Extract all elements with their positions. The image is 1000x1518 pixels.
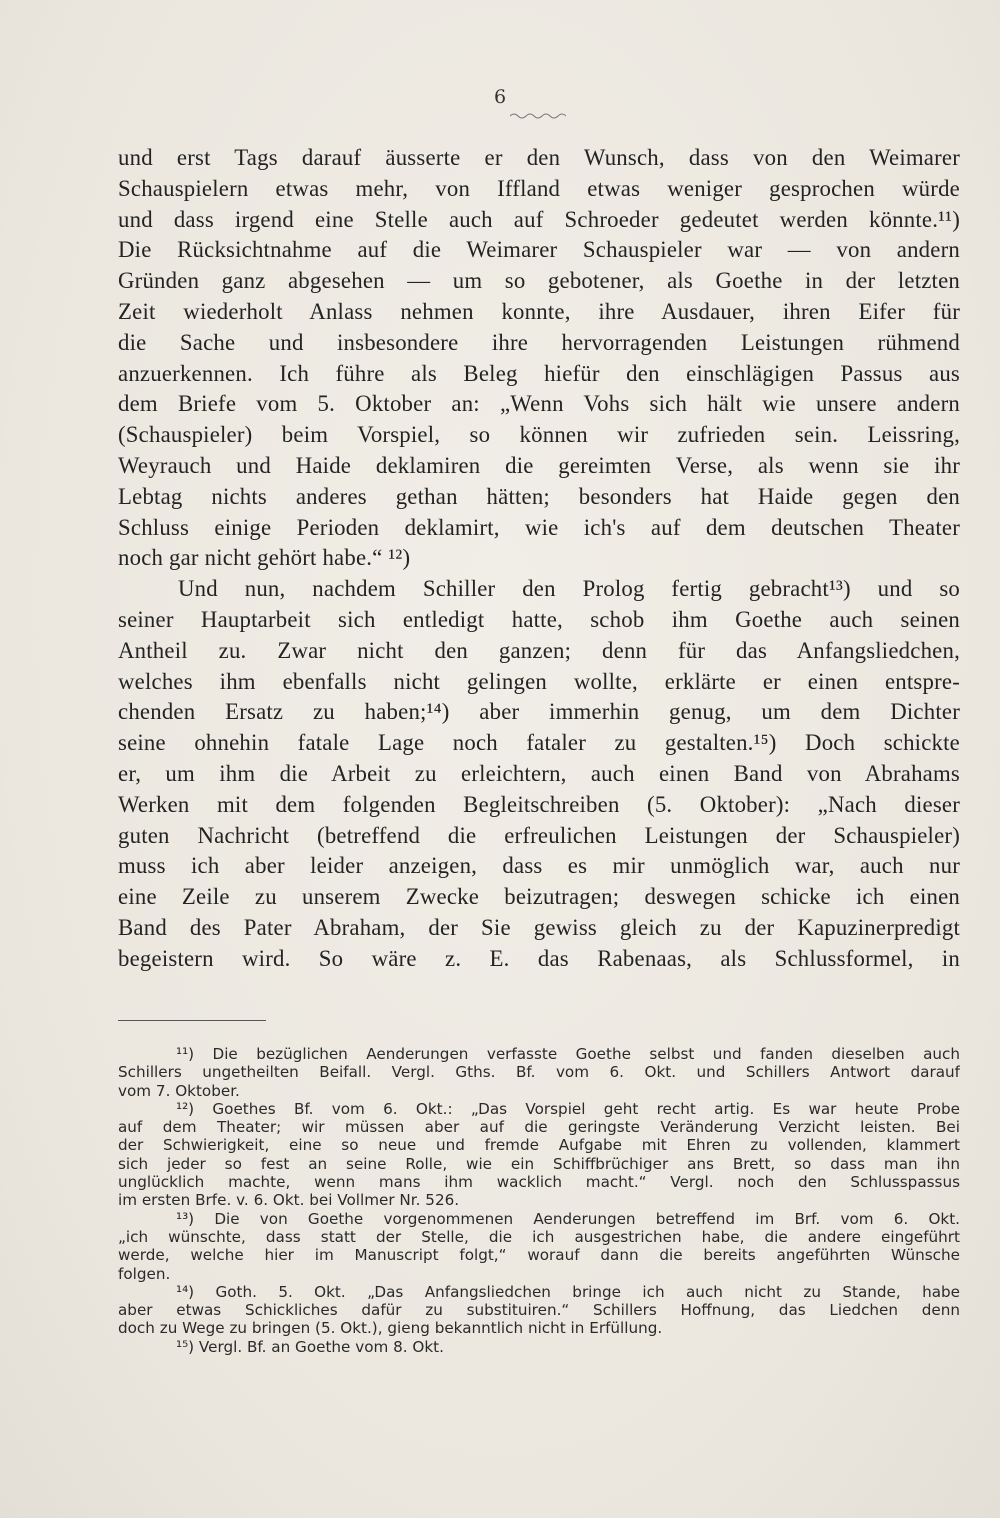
footnote-line: ¹¹) Die bezüglichen Aenderungen verfasste Goethe selbst und fanden dieselben auch [176,1045,960,1063]
text-line: und dass irgend eine Stelle auch auf Schroeder gedeutet werden könnte.¹¹) [118,206,960,232]
text-line: Band des Pater Abraham, der Sie gewiss gleich zu der Kapuzinerpredigt [118,914,960,940]
footnote-line: unglücklich machte, wenn mans ihm wacklich macht.“ Vergl. noch den Schlusspassus [118,1173,960,1192]
footnotes [118,1045,960,1356]
ornament-rule [510,110,566,120]
text-line: Lebtag nichts anderes gethan hätten; besonders hat Haide gegen den [118,483,960,509]
footnote-line: vom 7. Oktober. [118,1081,240,1100]
text-line: Antheil zu. Zwar nicht den ganzen; denn für das Anfangsliedchen, [118,637,960,663]
footnote-line: ¹³) Die von Goethe vorgenommenen Aenderungen betreffend im Brf. vom 6. Okt. [176,1209,960,1228]
text-line: anzuerkennen. Ich führe als Beleg hiefür den einschlägigen Passus aus [118,360,960,386]
footnote-line: ¹⁵) Vergl. Bf. an Goethe vom 8. Okt. [176,1337,444,1356]
main-text [118,143,960,975]
footnote-line: Schillers ungetheilten Beifall. Vergl. Gths. Bf. vom 6. Okt. und Schillers Antwort darauf [118,1063,960,1082]
footnote-line: sich jeder so fest an seine Rolle, wie ein Schiffbrüchiger ans Brett, so dass man ihn [118,1154,960,1173]
text-line: seiner Hauptarbeit sich entledigt hatte, schob ihm Goethe auch seinen [118,606,960,632]
text-line: Werken mit dem folgenden Begleitschreiben (5. Oktober): „Nach dieser [118,791,960,817]
text-line: die Sache und insbesondere ihre hervorragenden Leistungen rühmend [118,329,960,355]
text-line: Schluss einige Perioden deklamirt, wie ich's auf dem deutschen Theater [118,514,960,540]
footnote-line: im ersten Brfe. v. 6. Okt. bei Vollmer Nr. 526. [118,1191,460,1210]
footnote-line: aber etwas Schickliches dafür zu substituiren.“ Schillers Hoffnung, das Liedchen denn [118,1301,960,1320]
footnote-line: ¹⁴) Goth. 5. Okt. „Das Anfangsliedchen bringe ich auch nicht zu Stande, habe [176,1282,960,1301]
page-number: 6 [493,86,507,108]
text-line: Zeit wiederholt Anlass nehmen konnte, ihre Ausdauer, ihren Eifer für [118,298,960,324]
text-line: eine Zeile zu unserem Zwecke beizutragen; deswegen schicke ich einen [118,884,960,910]
text-line: Die Rücksichtnahme auf die Weimarer Schauspieler war — von andern [118,237,960,263]
footnote-line: der Schwierigkeit, eine so neue und fremde Aufgabe mit Ehren zu vollenden, klammert [118,1136,960,1155]
text-line: Gründen ganz abgesehen — um so gebotener, als Goethe in der letzten [118,268,960,294]
footnote-line: folgen. [118,1264,171,1283]
text-line: chenden Ersatz zu haben;¹⁴) aber immerhin genug, um dem Dichter [118,699,960,725]
footnote-line: auf dem Theater; wir müssen aber auf die geringste Veränderung Verzicht leisten. Bei [118,1118,960,1137]
footnote-line: werde, welche hier im Manuscript folgt,“ worauf dann die bereits angeführten Wünsche [118,1246,960,1265]
text-line: noch gar nicht gehört habe.“ ¹²) [118,545,411,571]
text-line: Weyrauch und Haide deklamiren die gereimten Verse, als wenn sie ihr [118,452,960,478]
footnote-line: ¹²) Goethes Bf. vom 6. Okt.: „Das Vorspiel geht recht artig. Es war heute Probe [176,1099,960,1118]
text-line: welches ihm ebenfalls nicht gelingen wollte, erklärte er einen entspre- [118,668,960,694]
text-line: dem Briefe vom 5. Oktober an: „Wenn Vohs sich hält wie unsere andern [118,391,960,417]
footnote-divider [118,1020,266,1021]
footnote-line: doch zu Wege zu bringen (5. Okt.), gieng bekanntlich nicht in Erfüllung. [118,1319,663,1338]
text-line: seine ohnehin fatale Lage noch fataler zu gestalten.¹⁵) Doch schickte [118,730,960,756]
footnote-line: „ich wünschte, dass statt der Stelle, die ich ausgestrichen habe, die andere eingeführt [118,1227,960,1246]
text-line: Und nun, nachdem Schiller den Prolog fertig gebracht¹³) und so [178,576,960,602]
text-line: guten Nachricht (betreffend die erfreulichen Leistungen der Schauspieler) [118,822,960,848]
text-line: muss ich aber leider anzeigen, dass es mir unmöglich war, auch nur [118,853,960,879]
text-line: er, um ihm die Arbeit zu erleichtern, auch einen Band von Abrahams [118,760,960,786]
text-line: (Schauspieler) beim Vorspiel, so können wir zufrieden sein. Leissring, [118,422,960,448]
text-line: begeistern wird. So wäre z. E. das Rabenaas, als Schlussformel, in [118,945,960,971]
text-line: Schauspielern etwas mehr, von Iffland etwas weniger gesprochen würde [118,175,960,201]
text-line: und erst Tags darauf äusserte er den Wunsch, dass von den Weimarer [118,145,960,170]
